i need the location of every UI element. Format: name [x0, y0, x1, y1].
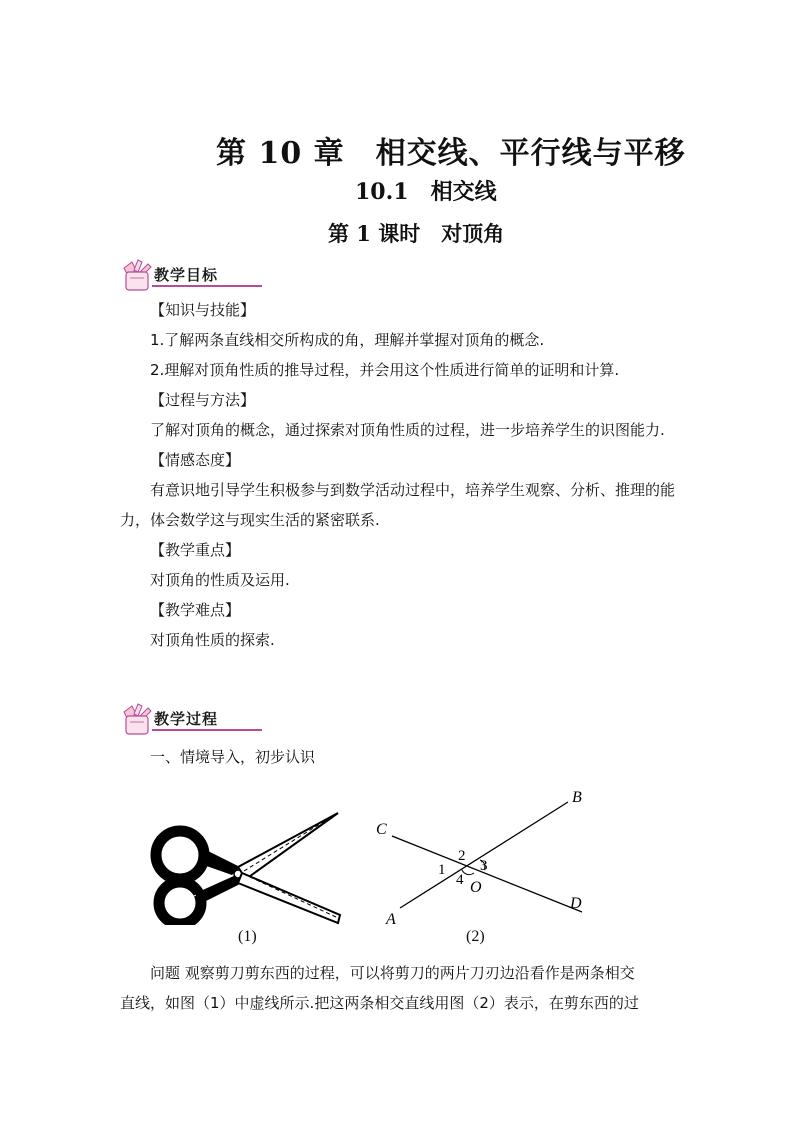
angle-label-4: 4 — [456, 872, 464, 888]
problem-line-1: 问题 观察剪刀剪东西的过程，可以将剪刀的两片刀刃边沿看作是两条相交 — [150, 964, 635, 982]
line-cd — [392, 836, 582, 912]
step1-heading: 一、情境导入，初步认识 — [150, 748, 316, 766]
method-text: 了解对顶角的概念，通过探索对顶角性质的过程，进一步培养学生的识图能力. — [150, 421, 665, 439]
goals-banner-label: 教学目标 — [154, 266, 219, 284]
scissors-figure — [150, 805, 345, 925]
chapter-title: 第 10 章 相交线、平行线与平移 — [216, 136, 686, 171]
intersecting-lines-figure — [370, 780, 600, 940]
angle-label-1: 1 — [438, 862, 446, 878]
banner-underline — [152, 285, 262, 287]
lesson-title: 第 1 课时 对顶角 — [328, 221, 505, 246]
emotion-text: 有意识地引导学生积极参与到数学活动过程中，培养学生观察、分析、推理的能力，体会数学这与现实生活的紧密联系. — [120, 481, 676, 529]
angle-arc-2 — [462, 870, 474, 875]
process-banner — [118, 702, 258, 736]
key-heading: 【教学重点】 — [150, 541, 241, 559]
angle-label-2: 2 — [458, 848, 466, 864]
goals-banner — [118, 258, 258, 292]
goals-section — [120, 295, 685, 655]
figure-area — [0, 780, 794, 950]
problem-text — [120, 958, 685, 1018]
label-o: O — [470, 879, 482, 896]
method-heading: 【过程与方法】 — [150, 391, 256, 409]
label-b: B — [572, 789, 582, 806]
label-a: A — [386, 911, 396, 928]
label-d: D — [570, 895, 582, 912]
angle-label-3: 3 — [480, 858, 488, 874]
banner-underline — [152, 729, 262, 731]
knowledge-item-1: 1.了解两条直线相交所构成的角，理解并掌握对顶角的概念. — [150, 331, 545, 349]
process-banner-label: 教学过程 — [154, 710, 219, 728]
difficulty-heading: 【教学难点】 — [150, 601, 241, 619]
knowledge-heading: 【知识与技能】 — [150, 301, 256, 319]
problem-line-2: 直线，如图（1）中虚线所示.把这两条相交直线用图（2）表示，在剪东西的过 — [120, 994, 639, 1012]
process-step — [120, 742, 685, 772]
label-c: C — [376, 821, 387, 838]
emotion-heading: 【情感态度】 — [150, 451, 241, 469]
difficulty-text: 对顶角性质的探索. — [150, 631, 275, 649]
knowledge-item-2: 2.理解对顶角性质的推导过程，并会用这个性质进行简单的证明和计算. — [150, 361, 620, 379]
line-ab — [400, 802, 568, 908]
figure-2-caption: (2) — [466, 928, 485, 945]
figure-1-caption: (1) — [238, 928, 257, 945]
section-title: 10.1 相交线 — [355, 179, 497, 205]
key-text: 对顶角的性质及运用. — [150, 571, 290, 589]
